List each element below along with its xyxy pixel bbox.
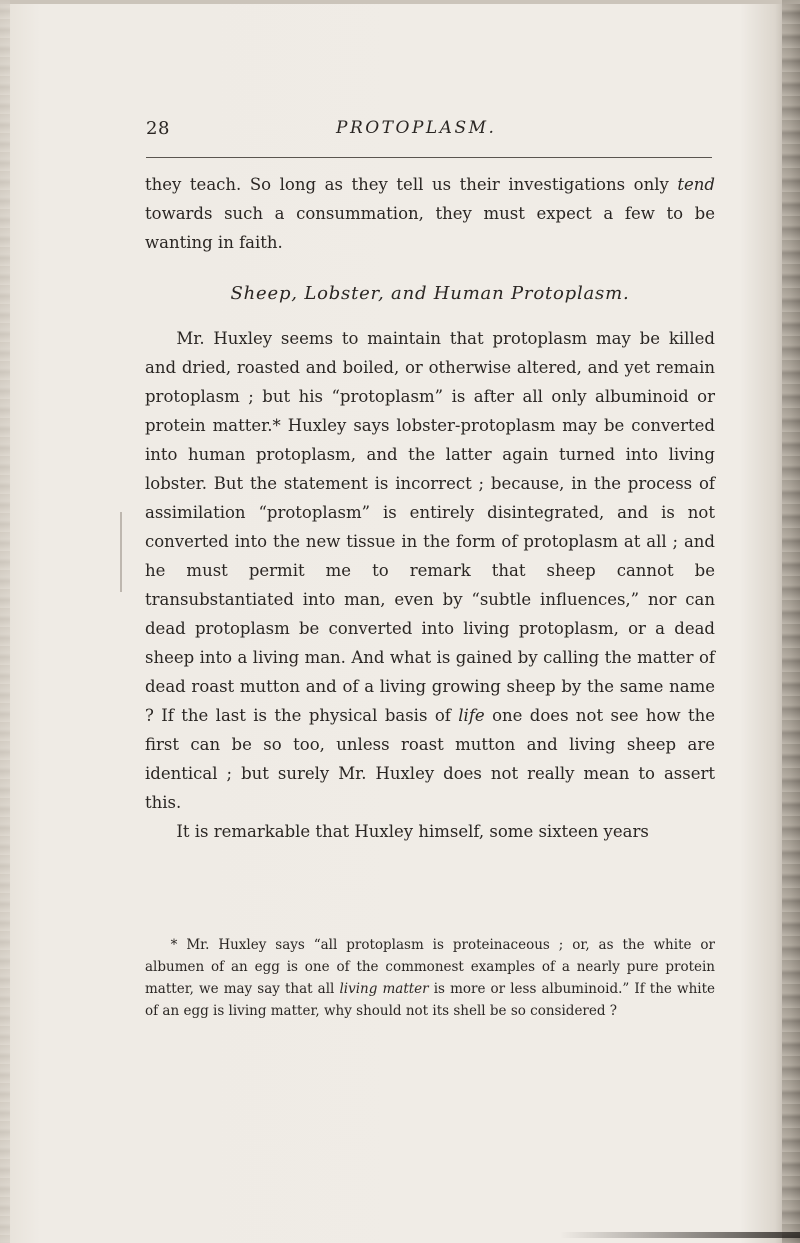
section-heading: Sheep, Lobster, and Human Protoplasm. — [230, 283, 630, 304]
header-rule — [146, 157, 712, 158]
italic-phrase: life — [458, 706, 485, 725]
page-number: 28 — [146, 118, 170, 139]
left-binding-edge — [0, 0, 10, 1243]
page-header — [146, 118, 716, 150]
right-page-edge — [782, 0, 800, 1243]
top-edge-strip — [0, 0, 800, 4]
italic-phrase: living matter — [339, 981, 429, 997]
running-title: PROTOPLASM. — [336, 118, 497, 138]
paragraph: they teach. So long as they tell us their investigations only tend towards such a consummation, they must expect a few to be wanting in faith. — [145, 175, 715, 252]
footnote — [145, 934, 715, 1022]
italic-phrase: tend — [677, 175, 715, 194]
bottom-edge-shadow — [560, 1232, 800, 1238]
paragraph: Mr. Huxley seems to maintain that protoplasm may be killed and dried, roasted and boiled, or otherwise altered, and yet remain protoplasm ; but his “protoplasm” is after all only albuminoid or protein matter.* Huxley says lobster-protoplasm may be converted into human protoplasm, and the latter again turned into living lobster. But the statement is incorrect ; because, in the process of assimilation “protoplasm” is entirely disintegrated, and is not converted into the new tissue in the form of protoplasm at all ; and he must permit me to remark that sheep cannot be transubstantiated into man, even by “subtle influences,” nor can dead protoplasm be converted into living protoplasm, or a dead sheep into a living man. And what is gained by calling the matter of dead roast mutton and of a living growing sheep by the same name ? If the last is the physical basis of life one does not see how the first can be so too, unless roast mutton and living sheep are identical ; but surely Mr. Huxley does not really mean to assert this. — [145, 329, 715, 812]
body-text — [145, 170, 715, 846]
paragraph: It is remarkable that Huxley himself, some sixteen years — [176, 822, 649, 841]
footnote-text: * Mr. Huxley says “all protoplasm is proteinaceous ; or, as the white or albumen of an egg is one of the commonest examples of a nearly pure protein matter, we may say that all living matter is more or less albuminoid.” If the white of an egg is living matter, why should not its shell be so considered ? — [145, 937, 715, 1019]
margin-pencil-mark — [120, 512, 122, 592]
